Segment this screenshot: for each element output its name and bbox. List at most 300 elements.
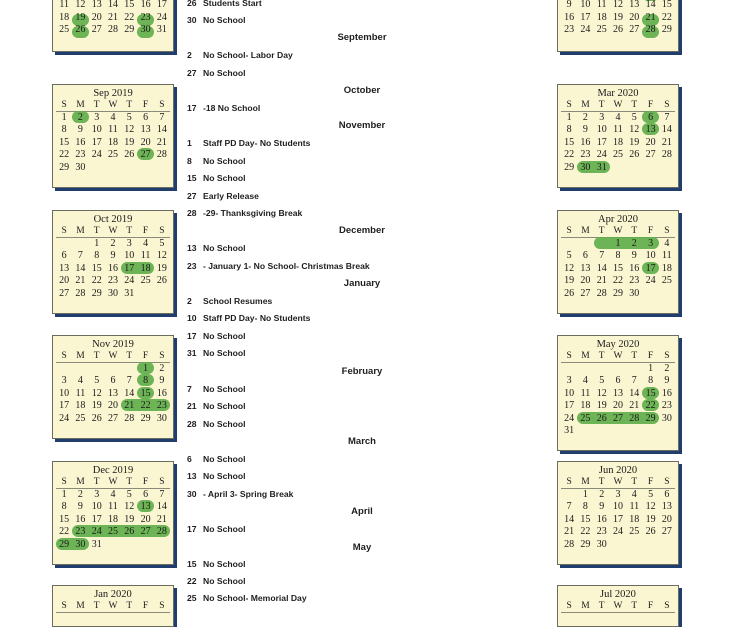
calendar-partial [557, 0, 679, 52]
event-month-heading: September [337, 32, 387, 43]
calendar-day: 5 [126, 489, 132, 500]
calendar-day: 30 [140, 24, 151, 36]
calendar-day: 15 [580, 513, 591, 525]
calendar-day: 19 [564, 275, 575, 287]
calendar-day [626, 425, 642, 437]
event-day: 1 [187, 138, 192, 148]
calendar-day: 25 [629, 526, 640, 538]
calendar-day: 24 [564, 412, 575, 424]
weekday-label: S [159, 601, 165, 611]
calendar-day: 16 [107, 262, 118, 274]
weekday-label: S [566, 477, 572, 487]
event-day: 17 [187, 103, 197, 113]
calendar-week [558, 263, 678, 275]
calendar-day: 20 [140, 513, 151, 525]
weekday-label: S [664, 477, 670, 487]
calendar-day: 22 [645, 400, 656, 412]
calendar-day: 17 [580, 11, 591, 23]
calendar-day [121, 363, 137, 375]
weekday-header [561, 477, 675, 489]
calendar-day: 27 [629, 24, 640, 36]
calendar-week [53, 363, 173, 375]
calendar-title: Nov 2019 [92, 339, 134, 350]
calendar-day: 29 [661, 24, 672, 36]
calendar-day [577, 238, 593, 250]
weekday-label: T [93, 226, 100, 236]
calendar-week [558, 275, 678, 287]
event-day: 6 [187, 454, 192, 464]
event-text: Students Start [203, 0, 262, 8]
calendar-day: 2 [631, 238, 637, 249]
event-text: No School [203, 471, 246, 481]
calendar-day: 16 [75, 136, 86, 148]
calendar-week [558, 388, 678, 400]
calendar-day: 26 [596, 412, 607, 424]
calendar-day: 28 [107, 24, 118, 36]
calendar-day: 10 [596, 124, 607, 136]
weekday-label: S [566, 100, 572, 110]
calendar-day: 22 [661, 11, 672, 23]
weekday-label: W [613, 226, 623, 236]
calendar-day: 20 [612, 400, 623, 412]
calendar-day: 14 [629, 387, 640, 399]
calendar-day: 19 [75, 11, 86, 23]
weekday-label: M [76, 100, 85, 110]
weekday-label: S [664, 601, 670, 611]
calendar-day: 21 [156, 136, 167, 148]
calendar-day: 17 [596, 136, 607, 148]
calendar-day: 12 [645, 501, 656, 513]
weekday-label: S [159, 226, 165, 236]
event-text: No School [203, 68, 246, 78]
calendar-day: 10 [580, 0, 591, 11]
calendar-day: 21 [107, 11, 118, 23]
calendar-week [53, 375, 173, 387]
calendar-week [53, 250, 173, 262]
calendar-day [137, 288, 153, 300]
calendar-day: 13 [612, 387, 623, 399]
calendar-day [154, 162, 170, 174]
calendar-day: 26 [564, 287, 575, 299]
calendar-day [610, 363, 626, 375]
calendar-dec-2019 [52, 461, 174, 565]
calendar-day: 7 [159, 489, 165, 500]
calendar-day: 28 [661, 149, 672, 161]
calendar-day: 17 [59, 400, 70, 412]
calendar-day [642, 162, 658, 174]
calendar-day: 14 [564, 513, 575, 525]
calendar-day: 10 [645, 250, 656, 262]
calendar-day: 7 [159, 112, 165, 123]
calendar-title: Oct 2019 [93, 214, 133, 225]
calendar-day: 18 [629, 513, 640, 525]
calendar-day: 1 [582, 489, 588, 500]
calendar-day: 26 [124, 526, 135, 538]
calendar-day: 9 [159, 375, 165, 387]
calendar-day: 17 [91, 513, 102, 525]
calendar-day: 14 [156, 124, 167, 136]
calendar-day [121, 539, 137, 551]
event-item [187, 0, 262, 8]
calendar-day: 21 [645, 11, 656, 23]
weekday-label: T [93, 351, 100, 361]
calendar-day: 14 [75, 262, 86, 274]
calendar-day: 23 [140, 11, 151, 23]
calendar-day: 8 [582, 501, 588, 513]
event-item [187, 401, 246, 411]
calendar-day: 13 [140, 124, 151, 136]
calendar-day [610, 425, 626, 437]
calendar-day: 14 [124, 387, 135, 399]
weekday-label: M [581, 601, 590, 611]
event-text: No School [203, 15, 246, 25]
calendar-day: 2 [110, 238, 116, 249]
calendar-day: 15 [564, 136, 575, 148]
calendar-day: 13 [91, 0, 102, 11]
calendar-day: 21 [661, 136, 672, 148]
calendar-day: 5 [631, 112, 637, 123]
weekday-label: M [76, 477, 85, 487]
calendar-title: Jul 2020 [600, 589, 636, 600]
calendar-day [72, 238, 88, 250]
weekday-label: T [631, 351, 638, 361]
event-day: 27 [187, 191, 197, 201]
event-day: 31 [187, 348, 197, 358]
weekday-header [561, 100, 675, 112]
weekday-label: S [61, 351, 67, 361]
event-item [187, 559, 246, 569]
calendar-day: 30 [107, 287, 118, 299]
calendar-week [53, 514, 173, 526]
event-month-heading: November [338, 120, 386, 131]
calendar-day: 19 [124, 513, 135, 525]
calendar-day: 13 [59, 262, 70, 274]
calendar-day [121, 162, 137, 174]
calendar-day: 25 [59, 24, 70, 36]
event-text: No School [203, 348, 246, 358]
calendar-day: 21 [156, 513, 167, 525]
event-text: -29- Thanksgiving Break [203, 208, 303, 218]
event-item [187, 208, 302, 218]
calendar-day: 26 [629, 149, 640, 161]
calendar-day: 4 [110, 489, 116, 500]
event-item [187, 296, 272, 306]
calendar-day: 27 [661, 526, 672, 538]
calendar-day [137, 162, 153, 174]
calendar-day: 26 [91, 412, 102, 424]
calendar-day: 6 [582, 250, 588, 262]
calendar-day: 18 [75, 400, 86, 412]
calendar-day: 18 [140, 262, 151, 274]
event-month-heading: March [348, 436, 376, 447]
calendar-may-2020 [557, 335, 679, 451]
event-item [187, 524, 246, 534]
calendar-day: 7 [664, 112, 670, 123]
event-day: 15 [187, 559, 197, 569]
weekday-label: S [159, 351, 165, 361]
calendar-day: 15 [91, 262, 102, 274]
event-day: 27 [187, 68, 197, 78]
calendar-day: 22 [59, 149, 70, 161]
event-day: 13 [187, 471, 197, 481]
calendar-week [558, 149, 678, 161]
calendar-day: 3 [94, 112, 100, 123]
calendar-jan-2020 [52, 585, 174, 627]
event-day: 2 [187, 50, 192, 60]
weekday-label: T [126, 226, 133, 236]
calendar-day: 12 [629, 124, 640, 136]
calendar-oct-2019 [52, 210, 174, 314]
calendar-day: 24 [612, 526, 623, 538]
weekday-label: T [631, 226, 638, 236]
calendar-day: 27 [645, 149, 656, 161]
calendar-day: 17 [645, 262, 656, 274]
weekday-header [56, 100, 170, 112]
calendar-day: 8 [566, 124, 572, 136]
event-text: School Resumes [203, 296, 273, 306]
calendar-day: 16 [596, 513, 607, 525]
calendar-day: 30 [75, 538, 86, 550]
calendar-day: 23 [564, 24, 575, 36]
calendar-day: 2 [582, 112, 588, 123]
event-text: No School [203, 401, 246, 411]
calendar-day: 16 [156, 387, 167, 399]
calendar-day: 29 [91, 287, 102, 299]
event-month-heading: February [341, 366, 383, 377]
calendar-day: 20 [140, 136, 151, 148]
calendar-day: 20 [645, 136, 656, 148]
weekday-label: M [76, 601, 85, 611]
calendar-week [53, 162, 173, 174]
calendar-day: 23 [156, 400, 167, 412]
event-text: No School [203, 419, 246, 429]
calendar-day: 2 [77, 489, 83, 500]
calendar-day: 15 [645, 387, 656, 399]
weekday-label: W [108, 351, 118, 361]
calendar-week [53, 24, 173, 36]
calendar-week [558, 124, 678, 136]
calendar-day: 22 [91, 275, 102, 287]
calendar-day: 1 [61, 112, 67, 123]
calendar-day: 28 [75, 287, 86, 299]
calendar-day: 1 [566, 112, 572, 123]
calendar-day: 27 [140, 149, 151, 161]
calendar-day: 25 [75, 412, 86, 424]
calendar-day [89, 162, 105, 174]
weekday-label: F [647, 351, 654, 361]
weekday-label: S [159, 100, 165, 110]
weekday-label: F [142, 477, 149, 487]
event-item [187, 103, 260, 113]
calendar-day: 1 [61, 489, 67, 500]
calendar-day: 29 [59, 161, 70, 173]
calendar-week [53, 263, 173, 275]
weekday-label: F [647, 601, 654, 611]
calendar-day: 10 [91, 501, 102, 513]
event-day: 28 [187, 419, 197, 429]
event-item [187, 454, 246, 464]
calendar-day: 20 [580, 275, 591, 287]
calendar-day: 15 [59, 136, 70, 148]
calendar-day: 14 [156, 501, 167, 513]
calendar-day: 28 [156, 149, 167, 161]
calendar-day [659, 425, 675, 437]
calendar-day: 19 [629, 136, 640, 148]
calendar-day: 15 [140, 387, 151, 399]
weekday-label: S [664, 351, 670, 361]
event-text: - January 1- No School- Christmas Break [203, 261, 370, 271]
calendar-day: 31 [156, 24, 167, 36]
calendar-day: 19 [124, 136, 135, 148]
calendar-day: 12 [124, 124, 135, 136]
event-text: Early Release [203, 191, 259, 201]
calendar-day: 28 [564, 538, 575, 550]
calendar-day: 26 [124, 149, 135, 161]
calendar-day [561, 489, 577, 501]
event-day: 30 [187, 15, 197, 25]
weekday-label: S [566, 601, 572, 611]
event-month-heading: May [352, 542, 372, 553]
calendar-title: May 2020 [596, 339, 640, 350]
calendar-day: 19 [645, 513, 656, 525]
calendar-day: 21 [629, 400, 640, 412]
weekday-label: S [566, 226, 572, 236]
event-item [187, 173, 246, 183]
calendar-week [558, 539, 678, 551]
calendar-week [53, 124, 173, 136]
calendar-day [56, 238, 72, 250]
event-item [187, 419, 246, 429]
calendar-day: 11 [108, 501, 118, 513]
event-item [187, 156, 246, 166]
event-item [187, 50, 293, 60]
calendar-day: 19 [156, 262, 167, 274]
event-day: 13 [187, 243, 197, 253]
calendar-day: 16 [661, 387, 672, 399]
calendar-day [642, 288, 658, 300]
calendar-title: Jun 2020 [598, 465, 638, 476]
calendar-day: 31 [596, 161, 607, 173]
calendar-partial [52, 0, 174, 52]
weekday-header [561, 351, 675, 363]
weekday-label: F [647, 100, 654, 110]
calendar-day [610, 162, 626, 174]
weekday-label: T [93, 477, 100, 487]
calendar-day [561, 363, 577, 375]
calendar-jul-2020 [557, 585, 679, 627]
event-text: No School [203, 384, 246, 394]
calendar-day: 19 [596, 400, 607, 412]
calendar-day: 6 [143, 112, 149, 123]
calendar-day: 12 [91, 387, 102, 399]
weekday-label: M [76, 351, 85, 361]
event-item [187, 68, 246, 78]
event-text: No School [203, 331, 246, 341]
calendar-day: 9 [599, 501, 605, 513]
weekday-label: M [581, 477, 590, 487]
calendar-day: 5 [599, 375, 605, 387]
calendar-day [577, 363, 593, 375]
calendar-day: 3 [566, 375, 572, 387]
event-text: No School [203, 243, 246, 253]
calendar-day: 7 [77, 250, 83, 262]
calendar-week [53, 501, 173, 513]
calendar-day: 26 [645, 526, 656, 538]
event-item [187, 261, 370, 271]
calendar-day: 24 [91, 526, 102, 538]
calendar-day: 21 [564, 526, 575, 538]
calendar-day: 25 [107, 526, 118, 538]
event-text: No School- Labor Day [203, 50, 293, 60]
calendar-day: 9 [77, 124, 83, 136]
calendar-day: 30 [580, 161, 591, 173]
weekday-label: T [598, 477, 605, 487]
calendar-day: 23 [75, 526, 86, 538]
calendar-day: 3 [126, 238, 132, 249]
calendar-week [558, 250, 678, 262]
calendar-day: 9 [566, 0, 572, 11]
weekday-label: W [108, 100, 118, 110]
calendar-day: 29 [612, 287, 623, 299]
weekday-label: F [647, 477, 654, 487]
calendar-day: 29 [564, 161, 575, 173]
calendar-day: 22 [140, 400, 151, 412]
weekday-header [56, 351, 170, 363]
calendar-week [53, 288, 173, 300]
weekday-label: S [159, 477, 165, 487]
calendar-jun-2020 [557, 461, 679, 565]
weekday-label: M [76, 226, 85, 236]
calendar-day: 5 [126, 112, 132, 123]
event-item [187, 191, 259, 201]
calendar-day: 11 [140, 250, 151, 262]
event-item [187, 138, 310, 148]
calendar-week [558, 363, 678, 375]
weekday-label: F [142, 351, 149, 361]
calendar-day [154, 288, 170, 300]
calendar-mar-2020 [557, 84, 679, 188]
calendar-day: 18 [612, 136, 623, 148]
event-item [187, 348, 246, 358]
calendar-week [558, 137, 678, 149]
weekday-label: W [613, 601, 623, 611]
calendar-week [53, 275, 173, 287]
calendar-day: 20 [59, 275, 70, 287]
event-day: 8 [187, 156, 192, 166]
event-text: No School [203, 156, 246, 166]
weekday-header [561, 601, 675, 613]
calendar-day: 25 [612, 149, 623, 161]
calendar-day: 3 [648, 238, 654, 249]
calendar-day: 8 [648, 375, 654, 387]
event-day: 10 [187, 313, 197, 323]
calendar-day: 10 [612, 501, 623, 513]
calendar-day: 2 [664, 363, 670, 374]
calendar-week [558, 375, 678, 387]
calendar-day: 28 [156, 526, 167, 538]
weekday-label: F [142, 601, 149, 611]
calendar-week [53, 12, 173, 24]
calendar-day: 23 [661, 400, 672, 412]
calendar-day: 30 [661, 412, 672, 424]
calendar-day: 27 [580, 287, 591, 299]
calendar-day: 25 [661, 275, 672, 287]
calendar-day [561, 238, 577, 250]
calendar-day: 28 [596, 287, 607, 299]
calendar-title: Dec 2019 [92, 465, 134, 476]
weekday-label: S [664, 100, 670, 110]
weekday-label: T [598, 601, 605, 611]
